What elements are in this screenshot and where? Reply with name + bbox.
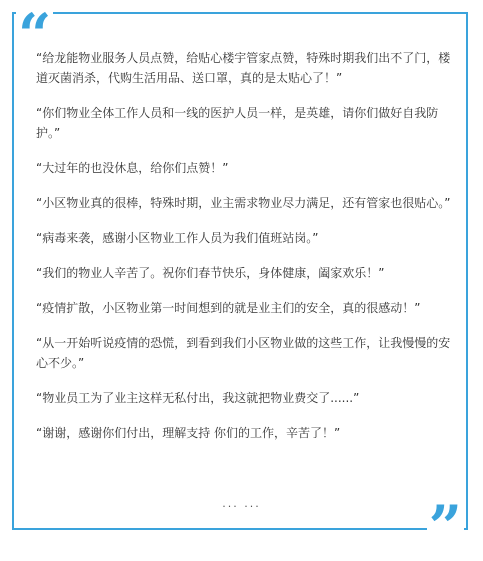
comment-item: “物业员工为了业主这样无私付出，我这就把物业费交了......” — [36, 391, 360, 405]
more-ellipsis: ... ... — [222, 497, 261, 510]
quote-frame — [12, 1, 468, 561]
comment-item: “你们物业全体工作人员和一线的医护人员一样，是英雄，请你们做好自我防护。” — [36, 106, 439, 140]
comments-list — [36, 48, 454, 458]
comment-item: “小区物业真的很棒，特殊时期，业主需求物业尽力满足，还有管家也很贴心。” — [36, 196, 451, 210]
right-double-quote-icon: ” — [428, 493, 462, 561]
left-double-quote-icon: “ — [18, 1, 52, 69]
comment-item: “疫情扩散，小区物业第一时间想到的就是业主们的安全，真的很感动！” — [36, 301, 421, 315]
comment-item: “谢谢，感谢你们付出，理解支持 你们的工作，辛苦了！” — [36, 426, 341, 440]
comment-item: “从一开始听说疫情的恐慌，到看到我们小区物业做的这些工作，让我慢慢的安心不少。” — [36, 336, 451, 370]
comment-item: “我们的物业人辛苦了。祝你们春节快乐，身体健康，阖家欢乐！” — [36, 266, 385, 280]
comment-item: “病毒来袭，感谢小区物业工作人员为我们值班站岗。” — [36, 231, 319, 245]
comment-item: “给龙能物业服务人员点赞，给贴心楼宇管家点赞，特殊时期我们出不了门，楼道灭菌消杀，代购生活用品、送口罩，真的是太贴心了！” — [36, 51, 451, 85]
comment-item: “大过年的也没休息，给你们点赞！” — [36, 161, 229, 175]
